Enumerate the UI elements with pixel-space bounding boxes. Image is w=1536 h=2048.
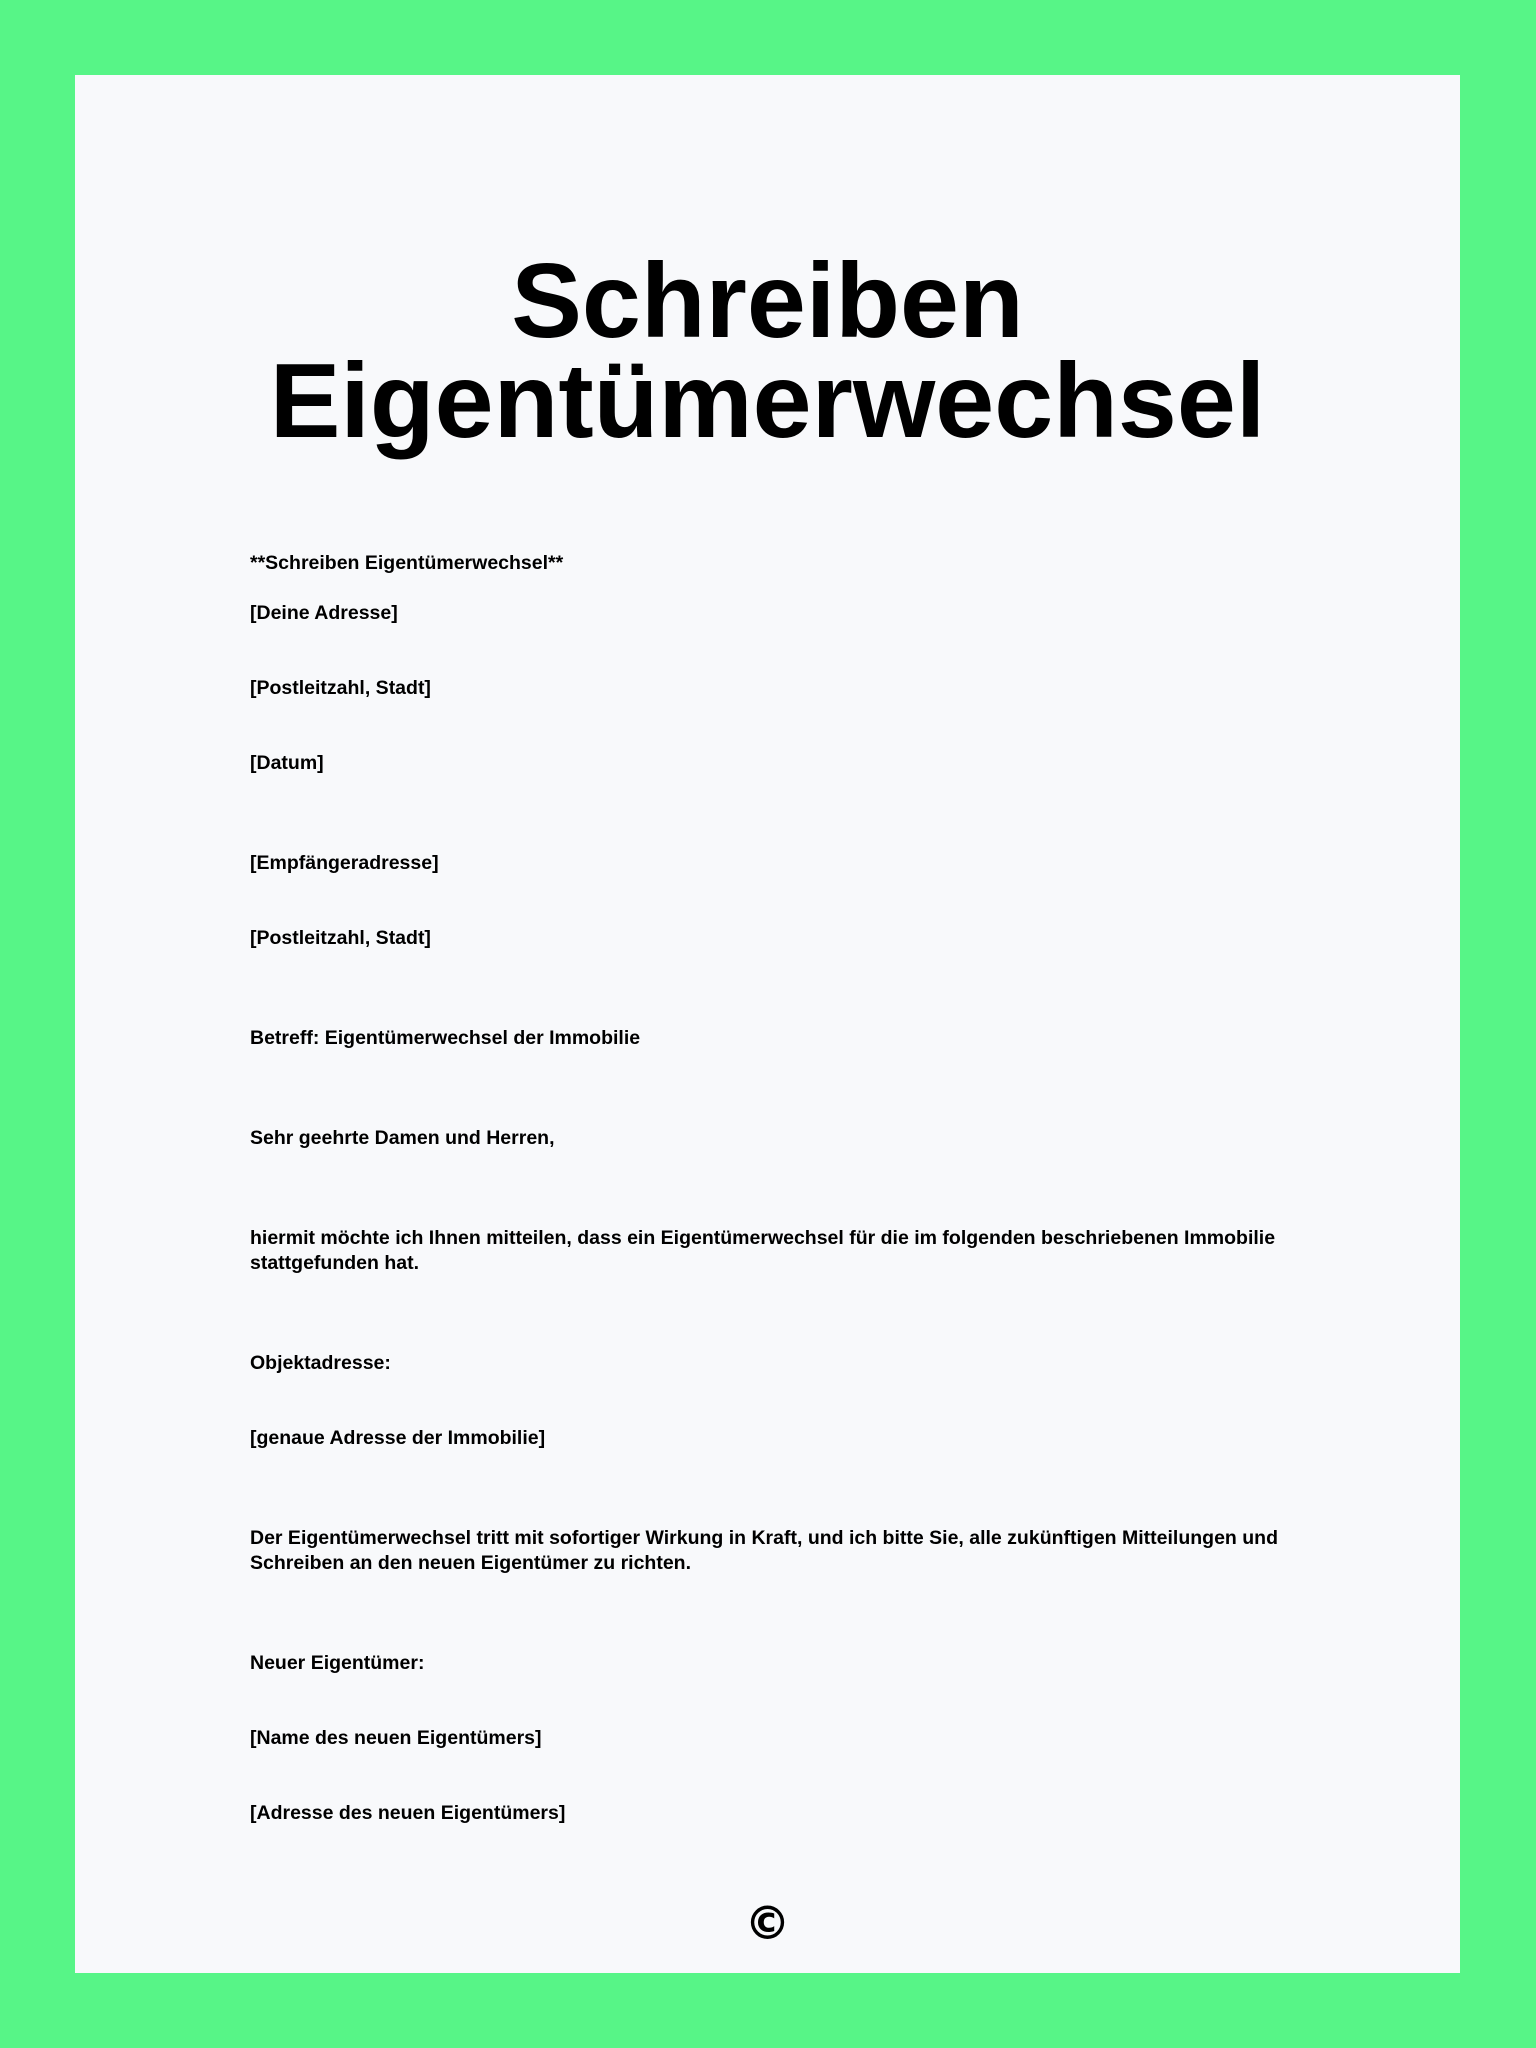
new-owner-name: [Name des neuen Eigentümers] — [250, 1727, 542, 1749]
letter-subject: Betreff: Eigentümerwechsel der Immobilie — [250, 1027, 641, 1049]
title-line-2: Eigentümerwechsel — [269, 342, 1266, 460]
recipient-postal-city: [Postleitzahl, Stadt] — [250, 927, 431, 949]
copyright-icon: © — [744, 1896, 791, 1950]
sender-postal-city: [Postleitzahl, Stadt] — [250, 677, 431, 699]
letter-heading: **Schreiben Eigentümerwechsel** — [250, 552, 564, 574]
recipient-address: [Empfängeradresse] — [250, 852, 439, 874]
letter-date: [Datum] — [250, 752, 324, 774]
new-owner-address: [Adresse des neuen Eigentümers] — [250, 1802, 566, 1824]
document-page — [75, 75, 1460, 1973]
letter-paragraph-1: hiermit möchte ich Ihnen mitteilen, dass ein Eigentümerwechsel für die im folgenden beschriebenen Immobilie stattgefunden hat. — [250, 1227, 1276, 1274]
document-title — [75, 242, 1460, 460]
title-line-1: Schreiben — [511, 242, 1024, 360]
letter-salutation: Sehr geehrte Damen und Herren, — [250, 1127, 555, 1149]
sender-address: [Deine Adresse] — [250, 602, 398, 624]
letter-paragraph-2: Der Eigentümerwechsel tritt mit sofortiger Wirkung in Kraft, und ich bitte Sie, alle zukünftigen Mitteilungen und Schreiben an den neuen Eigentümer zu richten. — [250, 1527, 1278, 1574]
property-address-label: Objektadresse: — [250, 1352, 391, 1374]
new-owner-label: Neuer Eigentümer: — [250, 1652, 425, 1674]
property-address: [genaue Adresse der Immobilie] — [250, 1427, 546, 1449]
